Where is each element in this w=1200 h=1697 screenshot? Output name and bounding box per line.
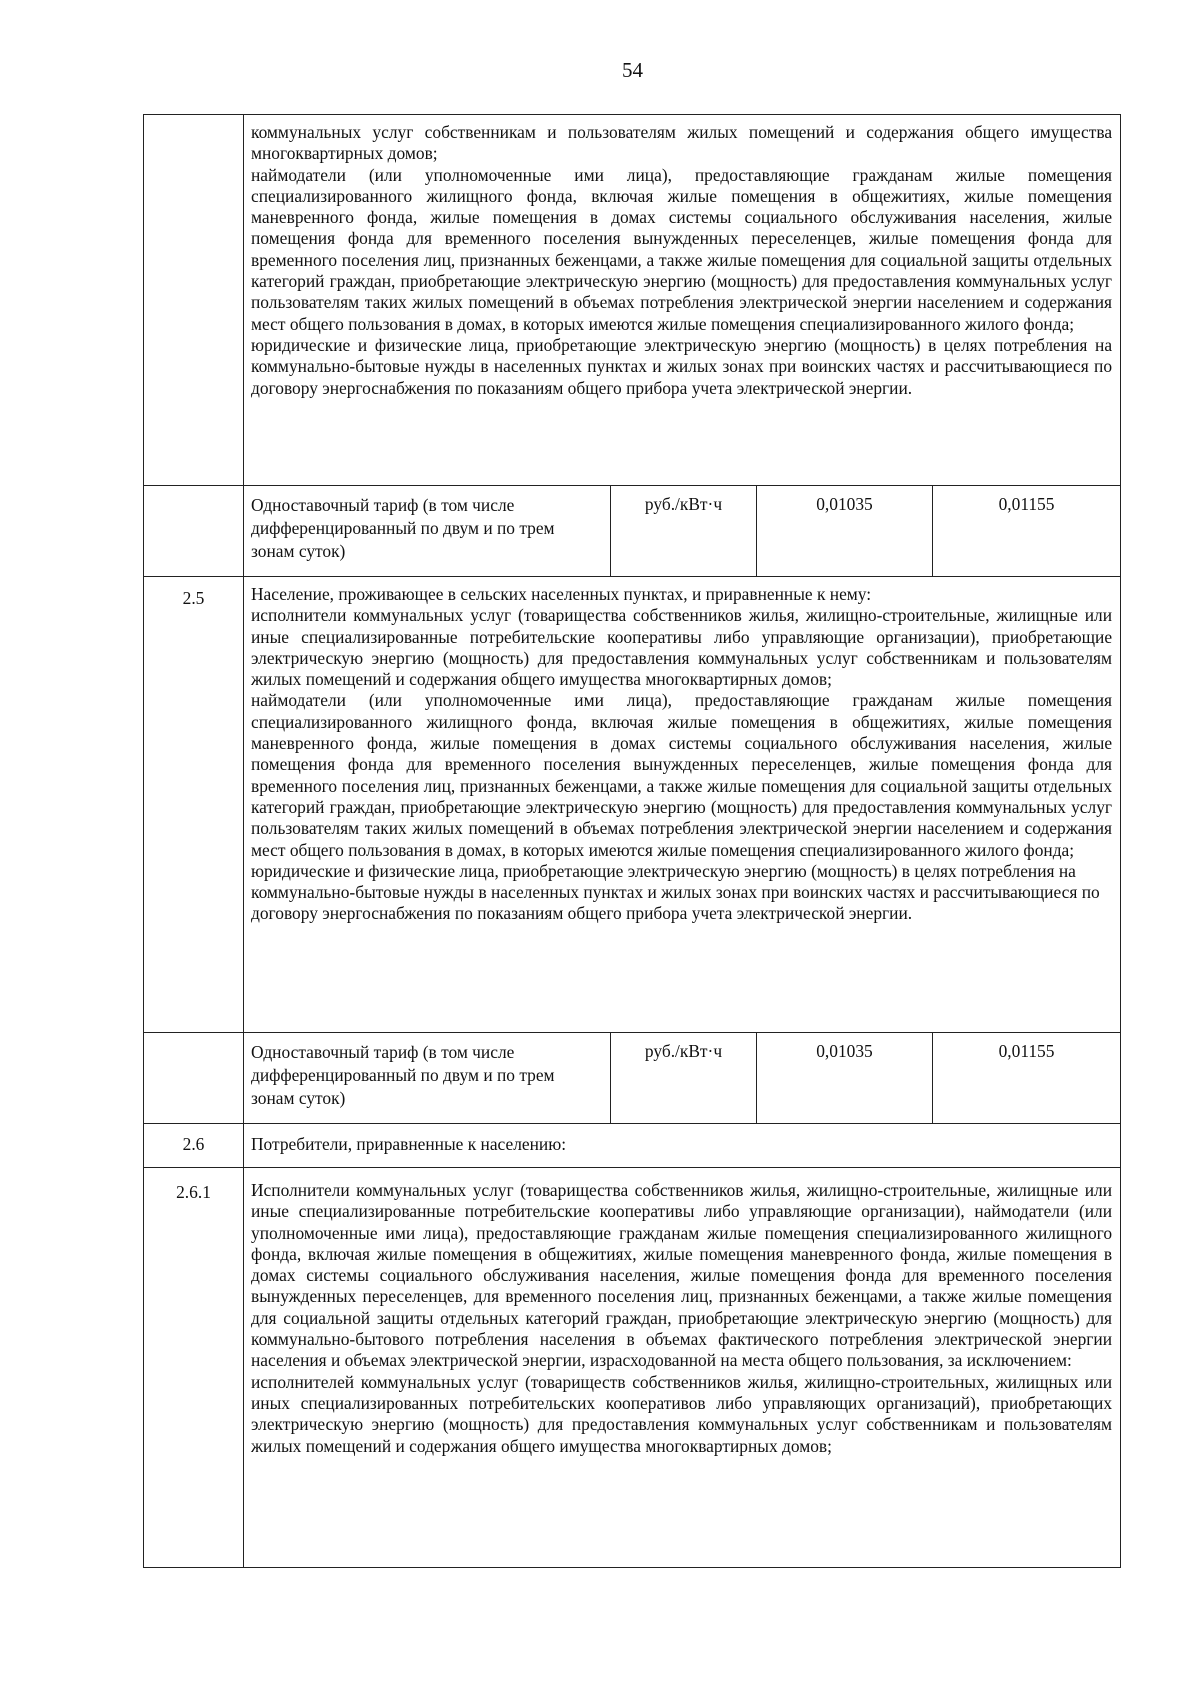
- tariff-row: [144, 486, 1121, 577]
- row-heading: Население, проживающее в сельских населенных пунктах, и приравненные к нему:: [251, 584, 872, 604]
- row-number-cell: 2.5: [144, 577, 244, 1033]
- empty-cell: [144, 486, 244, 577]
- row-description: Потребители, приравненные к населению:: [244, 1124, 1121, 1168]
- tariff-value-1: 0,01035: [757, 1033, 933, 1124]
- row-description: [244, 115, 1121, 486]
- table-row: [144, 1124, 1121, 1168]
- paragraph: наймодатели (или уполномоченные ими лица), предоставляющие гражданам жилые помещения специализированного жилищного фонда, включая жилые помещения в общежитиях, жилые помещения маневренного фонда, жилые помещения в домах системы социального обслуживания населения, жилые помещения фонда для временного поселения вынужденных переселенцев, жилые помещения фонда для временного поселения лиц, признанных беженцами, а также жилые помещения для социальной защиты отдельных категорий граждан, приобретающие электрическую энергию (мощность) для предоставления коммунальных услуг пользователям таких жилых помещений в объемах потребления электрической энергии населением и содержания мест общего пользования в домах, в которых имеются жилые помещения специализированного жилого фонда;: [251, 690, 1113, 860]
- row-description: [244, 1168, 1121, 1568]
- tariff-value-2: 0,01155: [933, 1033, 1121, 1124]
- row-number-cell: 2.6.1: [144, 1168, 244, 1568]
- tariff-table: [143, 114, 1121, 1568]
- paragraph: исполнителей коммунальных услуг (товариществ собственников жилья, жилищно-строительных, жилищных или иных специализированных потребительских кооперативов либо управляющих организаций), приобретающих электрическую энергию (мощность) для предоставления коммунальных услуг собственникам и пользователям жилых помещений и содержания общего имущества многоквартирных домов;: [251, 1371, 1113, 1456]
- row-number-cell: 2.6: [144, 1124, 244, 1168]
- page-number: 54: [622, 58, 643, 82]
- tariff-name: Одноставочный тариф (в том числе дифференцированный по двум и по трем зонам суток): [244, 1033, 611, 1124]
- table-row: [144, 577, 1121, 1033]
- empty-cell: [144, 1033, 244, 1124]
- paragraph: юридические и физические лица, приобретающие электрическую энергию (мощность) в целях потребления на коммунально-бытовые нужды в населенных пунктах и жилых зонах при воинских частях и рассчитывающиеся по договору энергоснабжения по показаниям общего прибора учета электрической энергии.: [251, 860, 1100, 924]
- paragraph: Исполнители коммунальных услуг (товарищества собственников жилья, жилищно-строительные, жилищные или иные специализированные потребительские кооперативы либо управляющие организации), наймодатели (или уполномоченные ими лица), предоставляющие гражданам жилые помещения специализированного жилищного фонда, включая жилые помещения в общежитиях, жилые помещения маневренного фонда, жилые помещения в домах системы социального обслуживания населения, жилые помещения фонда для временного поселения вынужденных переселенцев, для временного поселения лиц, признанных беженцами, а также жилые помещения для социальной защиты отдельных категорий граждан, приобретающие электрическую энергию (мощность) для коммунально-бытового потребления населения в объемах фактического потребления электрической энергии населения и объемах электрической энергии, израсходованной на места общего пользования, за исключением:: [251, 1180, 1113, 1371]
- paragraph: наймодатели (или уполномоченные ими лица), предоставляющие гражданам жилые помещения специализированного жилищного фонда, включая жилые помещения в общежитиях, жилые помещения маневренного фонда, жилые помещения в домах системы социального обслуживания населения, жилые помещения фонда для временного поселения вынужденных переселенцев, жилые помещения фонда для временного поселения лиц, признанных беженцами, а также жилые помещения для социальной защиты отдельных категорий граждан, приобретающие электрическую энергию (мощность) для предоставления коммунальных услуг пользователям таких жилых помещений в объемах потребления электрической энергии населением и содержания мест общего пользования в домах, в которых имеются жилые помещения специализированного жилого фонда;: [251, 164, 1113, 334]
- tariff-value-2: 0,01155: [933, 486, 1121, 577]
- table-row: [144, 115, 1121, 486]
- paragraph: исполнители коммунальных услуг (товарищества собственников жилья, жилищно-строительные, жилищные или иные специализированные потребительские кооперативы либо управляющие организации), приобретающие электрическую энергию (мощность) для предоставления коммунальных услуг собственникам и пользователям жилых помещений и содержания общего имущества многоквартирных домов;: [251, 605, 1113, 690]
- tariff-unit: руб./кВт·ч: [611, 486, 757, 577]
- tariff-name: Одноставочный тариф (в том числе дифференцированный по двум и по трем зонам суток): [244, 486, 611, 577]
- paragraph: коммунальных услуг собственникам и пользователям жилых помещений и содержания общего имущества многоквартирных домов;: [251, 122, 1113, 164]
- row-number-cell: [144, 115, 244, 486]
- row-description: [244, 577, 1121, 1033]
- tariff-unit: руб./кВт·ч: [611, 1033, 757, 1124]
- tariff-row: [144, 1033, 1121, 1124]
- paragraph: юридические и физические лица, приобретающие электрическую энергию (мощность) в целях потребления на коммунально-бытовые нужды в населенных пунктах и жилых зонах при воинских частях и рассчитывающиеся по договору энергоснабжения по показаниям общего прибора учета электрической энергии.: [251, 334, 1113, 398]
- table-row: [144, 1168, 1121, 1568]
- tariff-value-1: 0,01035: [757, 486, 933, 577]
